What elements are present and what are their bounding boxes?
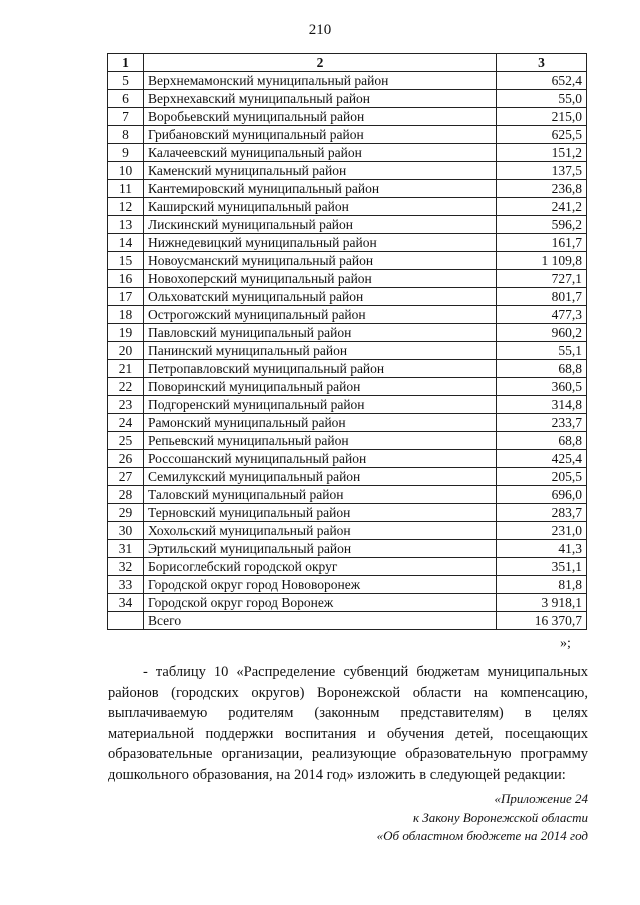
appendix-line-1: «Приложение 24 xyxy=(494,791,588,806)
row-number: 22 xyxy=(108,378,144,396)
row-number: 6 xyxy=(108,90,144,108)
table-row xyxy=(108,360,587,378)
row-number: 15 xyxy=(108,252,144,270)
district-name: Таловский муниципальный район xyxy=(144,486,497,504)
row-number: 5 xyxy=(108,72,144,90)
row-number: 19 xyxy=(108,324,144,342)
row-number: 27 xyxy=(108,468,144,486)
row-number: 7 xyxy=(108,108,144,126)
subvention-value: 68,8 xyxy=(497,360,587,378)
district-name: Репьевский муниципальный район xyxy=(144,432,497,450)
instruction-paragraph: - таблицу 10 «Распределение субвенций бюджетам муниципальных районов (городских округов) Воронежской области на компенсацию, выплачиваемую родителям (законным представителям) в целях материальной поддержки воспитания и обучения детей, посещающих образовательные организации, реализующие образовательную программу дошкольного образования, на 2014 год» изложить в следующей редакции: xyxy=(108,664,588,783)
subvention-value: 215,0 xyxy=(497,108,587,126)
district-name: Петропавловский муниципальный район xyxy=(144,360,497,378)
district-name: Хохольский муниципальный район xyxy=(144,522,497,540)
table-total-row xyxy=(108,612,587,630)
row-number: 16 xyxy=(108,270,144,288)
table-row xyxy=(108,108,587,126)
district-name: Борисоглебский городской округ xyxy=(144,558,497,576)
district-name: Новохоперский муниципальный район xyxy=(144,270,497,288)
district-name: Новоусманский муниципальный район xyxy=(144,252,497,270)
row-number: 9 xyxy=(108,144,144,162)
subvention-value: 360,5 xyxy=(497,378,587,396)
subvention-value: 351,1 xyxy=(497,558,587,576)
district-name: Каменский муниципальный район xyxy=(144,162,497,180)
row-number: 13 xyxy=(108,216,144,234)
district-name: Верхнемамонский муниципальный район xyxy=(144,72,497,90)
district-name: Каширский муниципальный район xyxy=(144,198,497,216)
table-row xyxy=(108,72,587,90)
table-row xyxy=(108,342,587,360)
subvention-value: 477,3 xyxy=(497,306,587,324)
subvention-value: 137,5 xyxy=(497,162,587,180)
district-name: Россошанский муниципальный район xyxy=(144,450,497,468)
district-name: Городской округ город Воронеж xyxy=(144,594,497,612)
table-row xyxy=(108,162,587,180)
appendix-reference xyxy=(377,790,588,846)
table-row xyxy=(108,432,587,450)
subvention-value: 625,5 xyxy=(497,126,587,144)
subvention-value: 1 109,8 xyxy=(497,252,587,270)
district-name: Грибановский муниципальный район xyxy=(144,126,497,144)
subvention-value: 16 370,7 xyxy=(497,612,587,630)
subvention-value: 652,4 xyxy=(497,72,587,90)
table-row xyxy=(108,486,587,504)
row-number: 10 xyxy=(108,162,144,180)
table-row xyxy=(108,90,587,108)
subvention-value: 801,7 xyxy=(497,288,587,306)
column-header-number: 1 xyxy=(108,54,144,72)
row-number: 31 xyxy=(108,540,144,558)
table-row xyxy=(108,522,587,540)
row-number: 28 xyxy=(108,486,144,504)
subvention-value: 727,1 xyxy=(497,270,587,288)
district-name: Нижнедевицкий муниципальный район xyxy=(144,234,497,252)
district-name: Кантемировский муниципальный район xyxy=(144,180,497,198)
page-number: 210 xyxy=(308,22,332,38)
table-row xyxy=(108,144,587,162)
table-row xyxy=(108,576,587,594)
subvention-value: 596,2 xyxy=(497,216,587,234)
district-name: Терновский муниципальный район xyxy=(144,504,497,522)
district-name: Павловский муниципальный район xyxy=(144,324,497,342)
appendix-line-2: к Закону Воронежской области xyxy=(412,809,588,825)
table-row xyxy=(108,126,587,144)
district-name: Рамонский муниципальный район xyxy=(144,414,497,432)
row-number: 33 xyxy=(108,576,144,594)
subvention-value: 205,5 xyxy=(497,468,587,486)
subvention-value: 960,2 xyxy=(497,324,587,342)
table-row xyxy=(108,504,587,522)
table-header-row xyxy=(108,54,587,72)
table-row xyxy=(108,252,587,270)
row-number: 17 xyxy=(108,288,144,306)
district-name: Семилукский муниципальный район xyxy=(144,468,497,486)
table-row xyxy=(108,468,587,486)
subvention-value: 68,8 xyxy=(497,432,587,450)
table-row xyxy=(108,198,587,216)
appendix-line-3: «Об областном бюджете на 2014 год xyxy=(376,828,588,843)
district-name: Эртильский муниципальный район xyxy=(144,540,497,558)
subvention-value: 314,8 xyxy=(497,396,587,414)
table-row xyxy=(108,216,587,234)
row-number: 32 xyxy=(108,558,144,576)
table-row xyxy=(108,270,587,288)
row-number: 24 xyxy=(108,414,144,432)
row-number: 21 xyxy=(108,360,144,378)
district-name: Всего xyxy=(144,612,497,630)
table-row xyxy=(108,414,587,432)
table-row xyxy=(108,306,587,324)
table-row xyxy=(108,234,587,252)
table-row xyxy=(108,558,587,576)
row-number: 20 xyxy=(108,342,144,360)
subvention-value: 283,7 xyxy=(497,504,587,522)
district-name: Острогожский муниципальный район xyxy=(144,306,497,324)
subvention-value: 55,1 xyxy=(497,342,587,360)
row-number: 29 xyxy=(108,504,144,522)
row-number: 23 xyxy=(108,396,144,414)
subvention-value: 241,2 xyxy=(497,198,587,216)
table-row xyxy=(108,594,587,612)
table-row xyxy=(108,288,587,306)
subvention-value: 425,4 xyxy=(497,450,587,468)
subvention-table xyxy=(107,53,587,630)
subvention-value: 151,2 xyxy=(497,144,587,162)
subvention-value: 231,0 xyxy=(497,522,587,540)
district-name: Лискинский муниципальный район xyxy=(144,216,497,234)
table-row xyxy=(108,540,587,558)
row-number: 8 xyxy=(108,126,144,144)
row-number xyxy=(108,612,144,630)
table-row xyxy=(108,396,587,414)
district-name: Городской округ город Нововоронеж xyxy=(144,576,497,594)
district-name: Панинский муниципальный район xyxy=(144,342,497,360)
column-header-value: 3 xyxy=(497,54,587,72)
subvention-value: 55,0 xyxy=(497,90,587,108)
subvention-value: 236,8 xyxy=(497,180,587,198)
table-row xyxy=(108,378,587,396)
table-row xyxy=(108,450,587,468)
district-name: Верхнехавский муниципальный район xyxy=(144,90,497,108)
row-number: 14 xyxy=(108,234,144,252)
district-name: Воробьевский муниципальный район xyxy=(144,108,497,126)
closing-quote: »; xyxy=(560,636,571,651)
subvention-value: 161,7 xyxy=(497,234,587,252)
district-name: Подгоренский муниципальный район xyxy=(144,396,497,414)
row-number: 34 xyxy=(108,594,144,612)
column-header-name: 2 xyxy=(144,54,497,72)
subvention-value: 41,3 xyxy=(497,540,587,558)
subvention-value: 81,8 xyxy=(497,576,587,594)
row-number: 12 xyxy=(108,198,144,216)
row-number: 30 xyxy=(108,522,144,540)
table-row xyxy=(108,180,587,198)
row-number: 11 xyxy=(108,180,144,198)
table-row xyxy=(108,324,587,342)
row-number: 18 xyxy=(108,306,144,324)
district-name: Калачеевский муниципальный район xyxy=(144,144,497,162)
row-number: 26 xyxy=(108,450,144,468)
district-name: Ольховатский муниципальный район xyxy=(144,288,497,306)
subvention-value: 696,0 xyxy=(497,486,587,504)
row-number: 25 xyxy=(108,432,144,450)
subvention-value: 233,7 xyxy=(497,414,587,432)
subvention-value: 3 918,1 xyxy=(497,594,587,612)
district-name: Поворинский муниципальный район xyxy=(144,378,497,396)
